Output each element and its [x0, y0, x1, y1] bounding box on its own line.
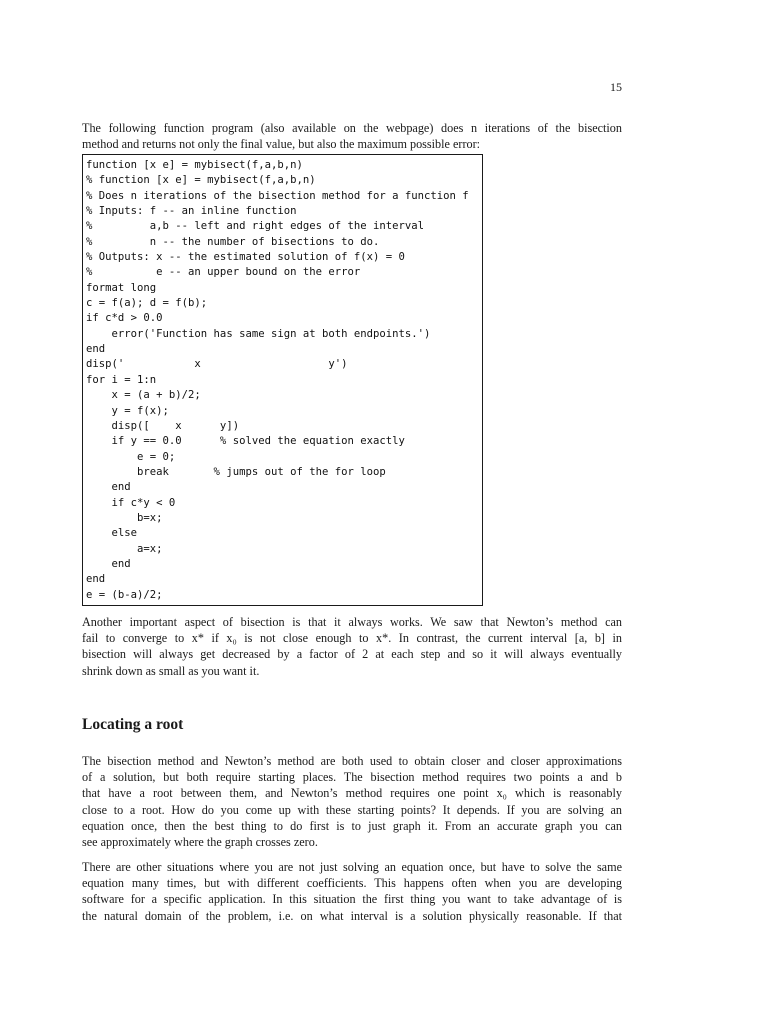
code-line: if c*y < 0 [86, 496, 176, 509]
code-listing [82, 154, 483, 606]
paragraph-line: shrink down as small as you want it. [82, 663, 260, 678]
code-line: % function [x e] = mybisect(f,a,b,n) [86, 174, 316, 187]
code-line: break % jumps out of the for loop [86, 465, 386, 478]
paragraph-line: that have a root between them, and Newton’s method requires one point x₀ which is reasonably [82, 786, 622, 801]
code-line: % e -- an upper bound on the error [86, 266, 361, 279]
code-line: end [86, 343, 106, 356]
code-line: e = 0; [86, 450, 176, 463]
code-line: % a,b -- left and right edges of the interval [86, 220, 425, 233]
code-line: c = f(a); d = f(b); [86, 297, 208, 310]
paragraph-line: close to a root. How do you come up with these starting points? It depends. If you are solving an [82, 802, 622, 817]
section-heading: Locating a root [82, 716, 184, 733]
paragraph-line: equation many times, but with different coefficients. This happens often when you are developing [82, 876, 622, 891]
code-line: format long [86, 281, 157, 294]
paragraph-line: There are other situations where you are not just solving an equation once, but have to solve the same [82, 860, 622, 874]
intro-paragraph [82, 120, 622, 152]
intro-line: The following function program (also available on the webpage) does n iterations of the bisection [82, 121, 622, 135]
code-line: disp(' x y') [86, 358, 348, 371]
code-line: % Inputs: f -- an inline function [86, 205, 297, 218]
paragraph-line: equation once, then the best thing to do first is to just graph it. From an accurate graph you can [82, 818, 622, 833]
intro-line: method and returns not only the final value, but also the maximum possible error: [82, 137, 481, 152]
code-line: x = (a + b)/2; [86, 389, 201, 402]
code-line: if y == 0.0 % solved the equation exactly [86, 435, 405, 448]
paragraph-line: the natural domain of the problem, i.e. on what interval is a solution physically reasonable. If that [82, 908, 622, 923]
code-line: b=x; [86, 511, 163, 524]
page-number: 15 [610, 80, 622, 94]
locating-paragraph-1 [82, 753, 622, 850]
paragraph-line: see approximately where the graph crosses zero. [82, 835, 318, 850]
code-line: disp([ x y]) [86, 419, 240, 432]
paragraph-line: of a solution, but both require starting places. The bisection method requires two points a and b [82, 770, 622, 785]
code-line: % Outputs: x -- the estimated solution of f(x) = 0 [86, 251, 405, 264]
code-line: end [86, 573, 106, 586]
code-line: function [x e] = mybisect(f,a,b,n) [86, 159, 303, 171]
code-line: end [86, 557, 131, 570]
paragraph-line: The bisection method and Newton’s method are both used to obtain closer and closer approximations [82, 754, 622, 768]
code-line: error('Function has same sign at both endpoints.') [86, 327, 431, 340]
code-line: y = f(x); [86, 404, 169, 417]
locating-paragraph-2 [82, 859, 622, 924]
paragraph-line: Another important aspect of bisection is that it always works. We saw that Newton’s method can [82, 615, 622, 629]
code-line: e = (b-a)/2; [86, 588, 163, 601]
bisection-paragraph [82, 614, 622, 679]
code-line: % n -- the number of bisections to do. [86, 235, 380, 248]
code-line: else [86, 527, 138, 540]
code-line: for i = 1:n [86, 373, 157, 386]
code-line: a=x; [86, 542, 163, 555]
paragraph-line: fail to converge to x* if x₀ is not close enough to x*. In contrast, the current interval [a, b] in [82, 631, 622, 646]
paragraph-line: software for a specific application. In this situation the first thing you want to take advantage of is [82, 892, 622, 907]
code-line: if c*d > 0.0 [86, 312, 163, 325]
paragraph-line: bisection will always get decreased by a factor of 2 at each step and so it will always eventually [82, 647, 622, 662]
code-line: end [86, 481, 131, 494]
code-line: % Does n iterations of the bisection method for a function f [86, 189, 469, 202]
